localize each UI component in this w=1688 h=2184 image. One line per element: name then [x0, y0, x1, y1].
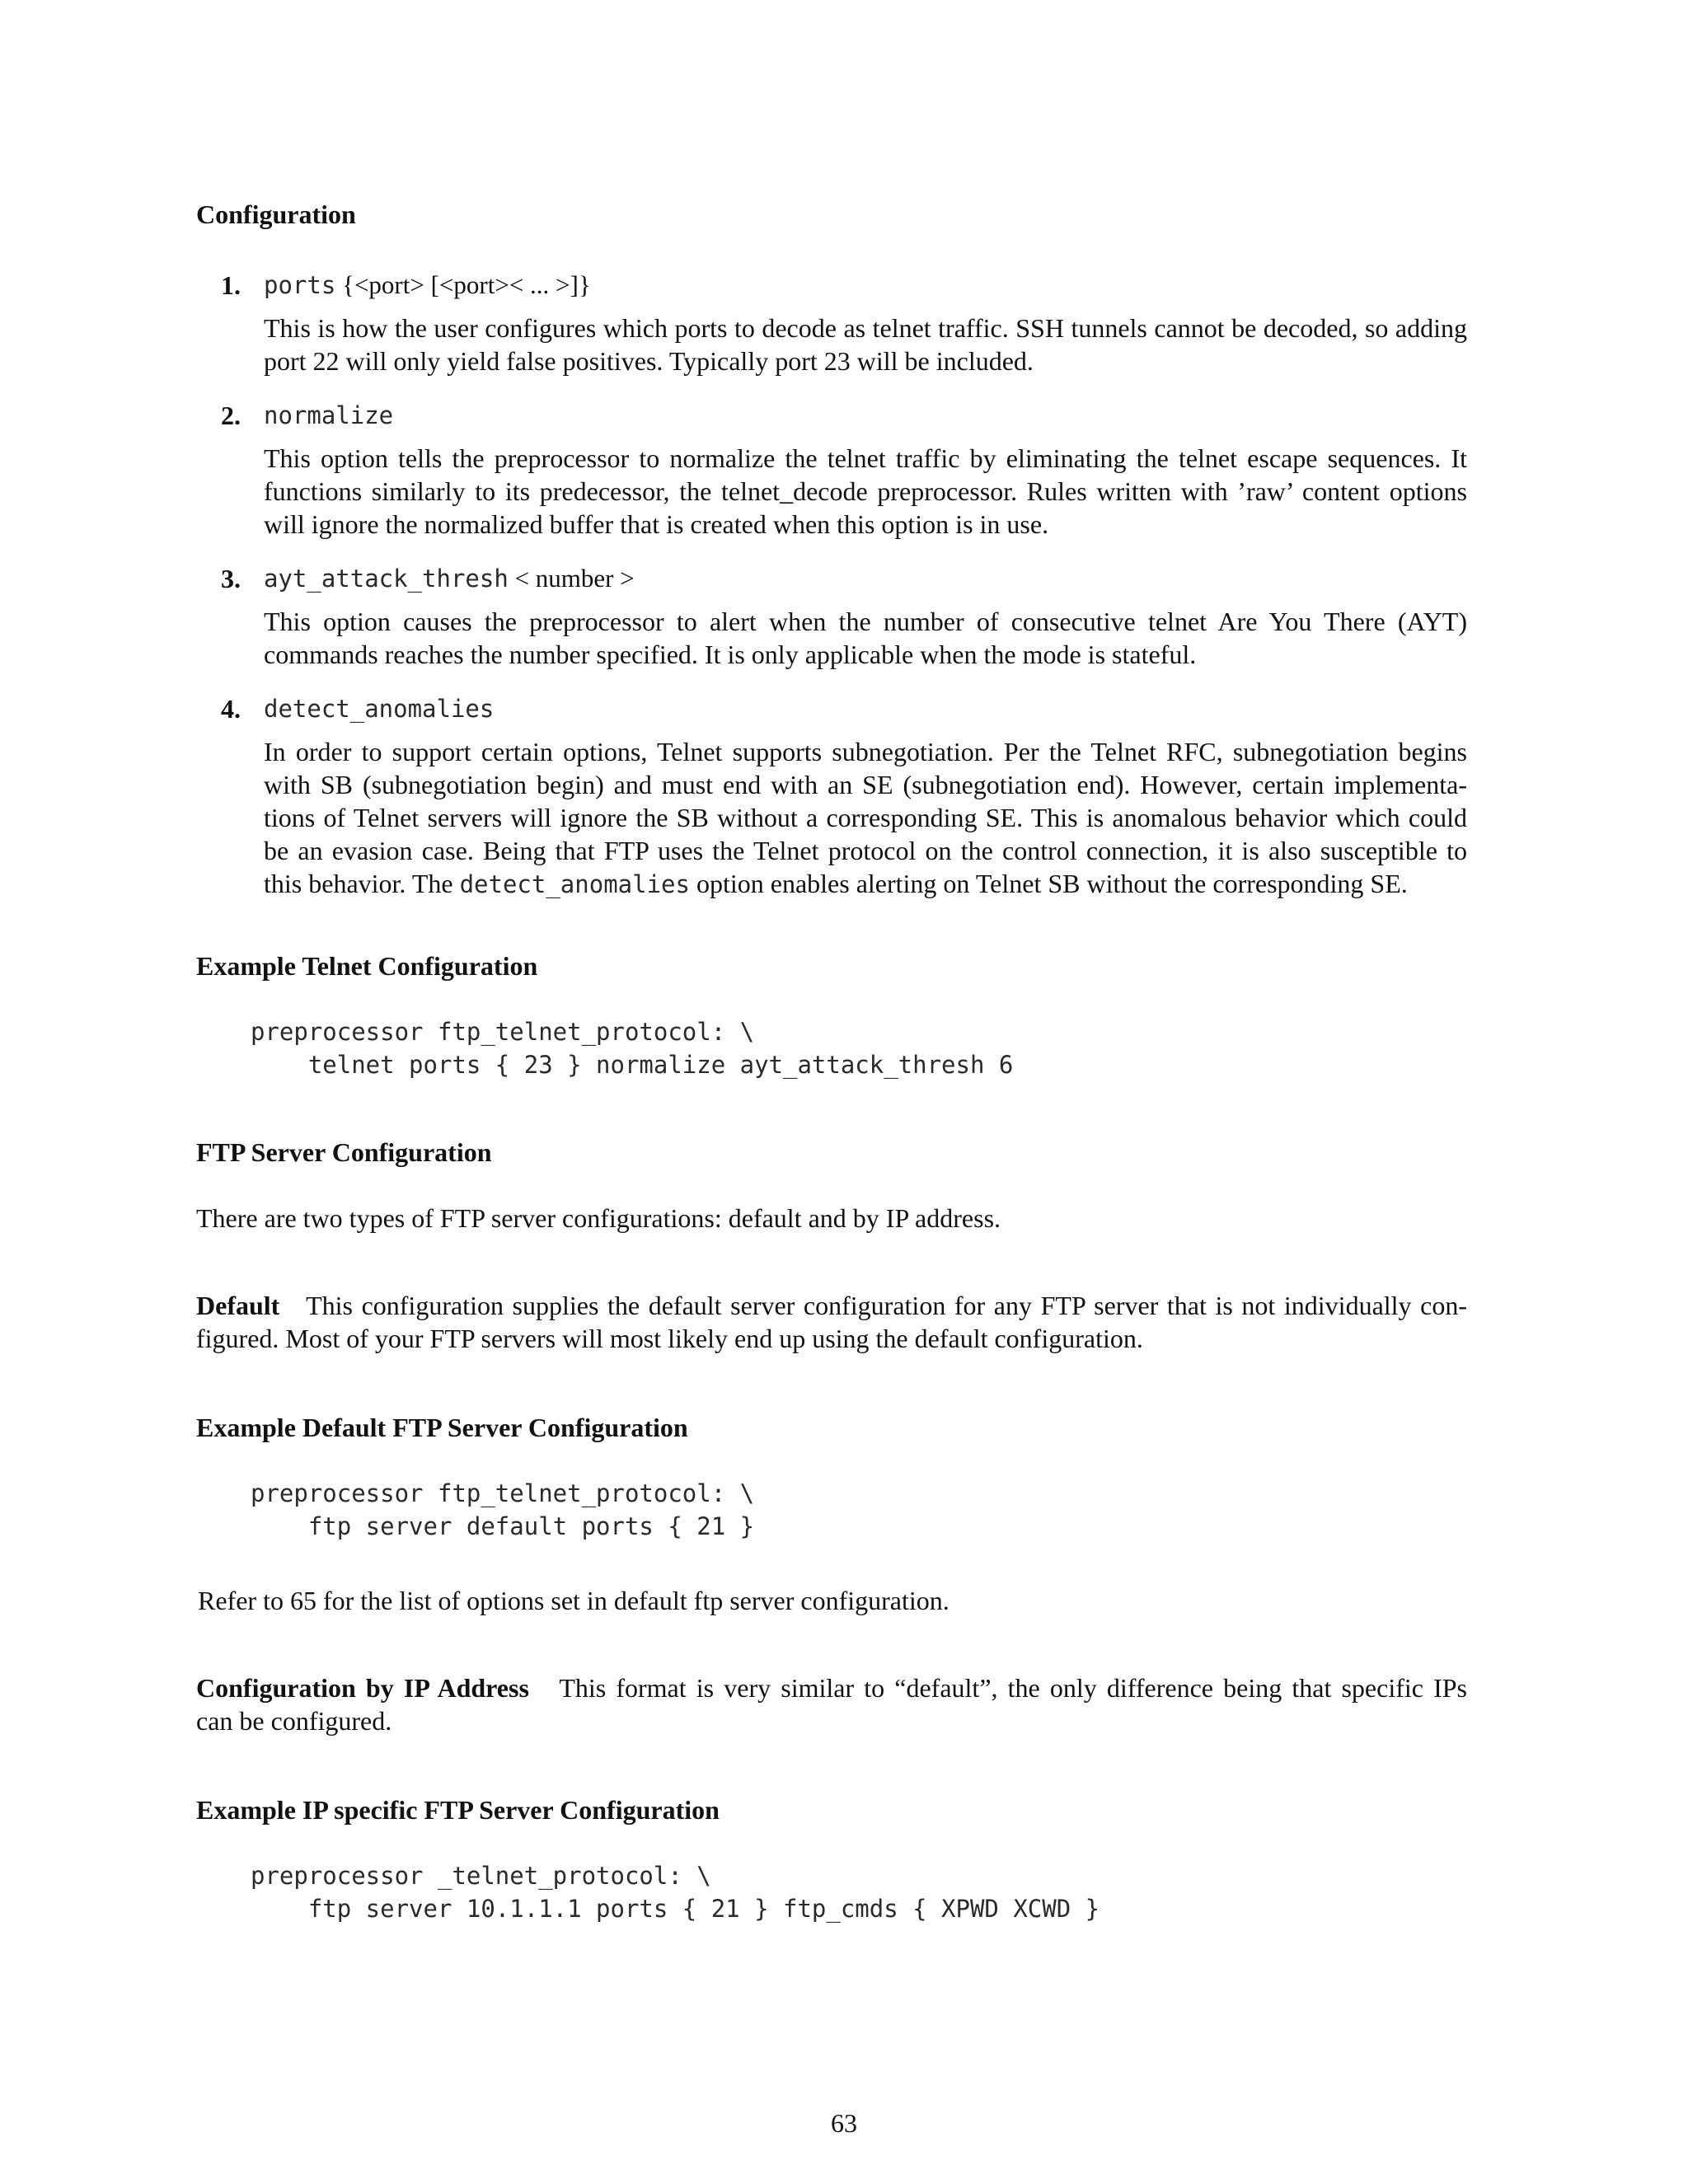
description-line: In order to support certain options, Telnet supports subnegotiation. Per the Telnet RFC, subnegotiation begins [264, 737, 1467, 766]
code-block-default-ftp [251, 1477, 754, 1543]
ftp-intro-paragraph: There are two types of FTP server configurations: default and by IP address. [196, 1203, 1001, 1233]
description-line: port 22 will only yield false positives. Typically port 23 will be included. [264, 346, 1034, 376]
list-item-number: 4. [221, 694, 241, 724]
list-item-number: 1. [221, 270, 241, 300]
option-name-detect-anomalies: detect_anomalies [264, 695, 495, 723]
ip-config-paragraph [196, 1671, 1467, 1737]
paragraph-line [196, 1289, 1467, 1322]
section-heading-ftp-server: FTP Server Configuration [196, 1137, 492, 1167]
option-name-ports: ports [264, 271, 336, 299]
section-heading-example-default-ftp: Example Default FTP Server Configuration [196, 1413, 688, 1442]
description-text: option enables alerting on Telnet SB without the corresponding SE. [689, 869, 1408, 898]
code-line: preprocessor ftp_telnet_protocol: \ [251, 1018, 755, 1046]
description-line: commands reaches the number specified. It is only applicable when the mode is stateful. [264, 640, 1197, 669]
description-line: This option tells the preprocessor to normalize the telnet traffic by eliminating the telnet escape sequences. It [264, 443, 1467, 473]
paragraph-line: can be configured. [196, 1706, 392, 1736]
paragraph-label: Default [196, 1291, 280, 1320]
description-text: this behavior. The [264, 869, 460, 898]
code-line: ftp server 10.1.1.1 ports { 21 } ftp_cmds { XPWD XCWD } [251, 1895, 1100, 1923]
code-line: preprocessor ftp_telnet_protocol: \ [251, 1479, 755, 1507]
list-item-heading [264, 269, 591, 302]
paragraph-text: This format is very similar to “default”, the only difference being that specific IPs [559, 1673, 1468, 1703]
paragraph-line [196, 1671, 1467, 1704]
refer-paragraph: Refer to 65 for the list of options set in default ftp server configuration. [198, 1586, 950, 1615]
list-item-description [264, 312, 1467, 377]
code-block-telnet [251, 1015, 1013, 1081]
page-number: 63 [831, 2108, 857, 2138]
description-line: tions of Telnet servers will ignore the SB without a corresponding SE. This is anomalous behavior which could [264, 803, 1467, 832]
section-heading-configuration: Configuration [196, 199, 356, 229]
option-syntax: < number > [508, 564, 635, 593]
inline-code: detect_anomalies [459, 870, 690, 898]
section-heading-example-telnet: Example Telnet Configuration [196, 951, 538, 981]
list-item-description [264, 735, 1467, 901]
paragraph-line: figured. Most of your FTP servers will most likely end up using the default configuration. [196, 1324, 1143, 1353]
list-item-heading [264, 562, 635, 595]
paragraph-label: Configuration by IP Address [196, 1673, 529, 1703]
list-item-number: 3. [221, 564, 241, 593]
list-item-description [264, 605, 1467, 671]
list-item-number: 2. [221, 401, 241, 430]
description-line: This is how the user configures which ports to decode as telnet traffic. SSH tunnels cannot be decoded, so adding [264, 313, 1467, 343]
code-block-ip-ftp [251, 1859, 1100, 1925]
description-line [264, 867, 1467, 901]
list-item-heading [264, 692, 494, 725]
option-name-ayt-attack-thresh: ayt_attack_thresh [264, 565, 509, 593]
option-syntax: {<port> [<port>< ... >]} [335, 270, 591, 299]
description-line: functions similarly to its predecessor, the telnet_decode preprocessor. Rules written with ’raw’ content options [264, 476, 1467, 506]
paragraph-text: This configuration supplies the default server configuration for any FTP server that is not individually con- [306, 1291, 1468, 1320]
section-heading-example-ip-ftp: Example IP specific FTP Server Configuration [196, 1795, 720, 1825]
description-line: be an evasion case. Being that FTP uses the Telnet protocol on the control connection, it is also susceptible to [264, 836, 1467, 865]
code-line: ftp server default ports { 21 } [251, 1512, 755, 1540]
description-line: will ignore the normalized buffer that is created when this option is in use. [264, 509, 1049, 539]
description-line: with SB (subnegotiation begin) and must end with an SE (subnegotiation end). However, certain implementa- [264, 770, 1467, 799]
list-item-description [264, 442, 1467, 541]
option-name-normalize: normalize [264, 401, 394, 429]
list-item-heading [264, 399, 393, 432]
code-line: telnet ports { 23 } normalize ayt_attack_thresh 6 [251, 1051, 1014, 1079]
code-line: preprocessor _telnet_protocol: \ [251, 1862, 711, 1890]
default-paragraph [196, 1289, 1467, 1355]
description-line: This option causes the preprocessor to alert when the number of consecutive telnet Are You There (AYT) [264, 607, 1467, 636]
